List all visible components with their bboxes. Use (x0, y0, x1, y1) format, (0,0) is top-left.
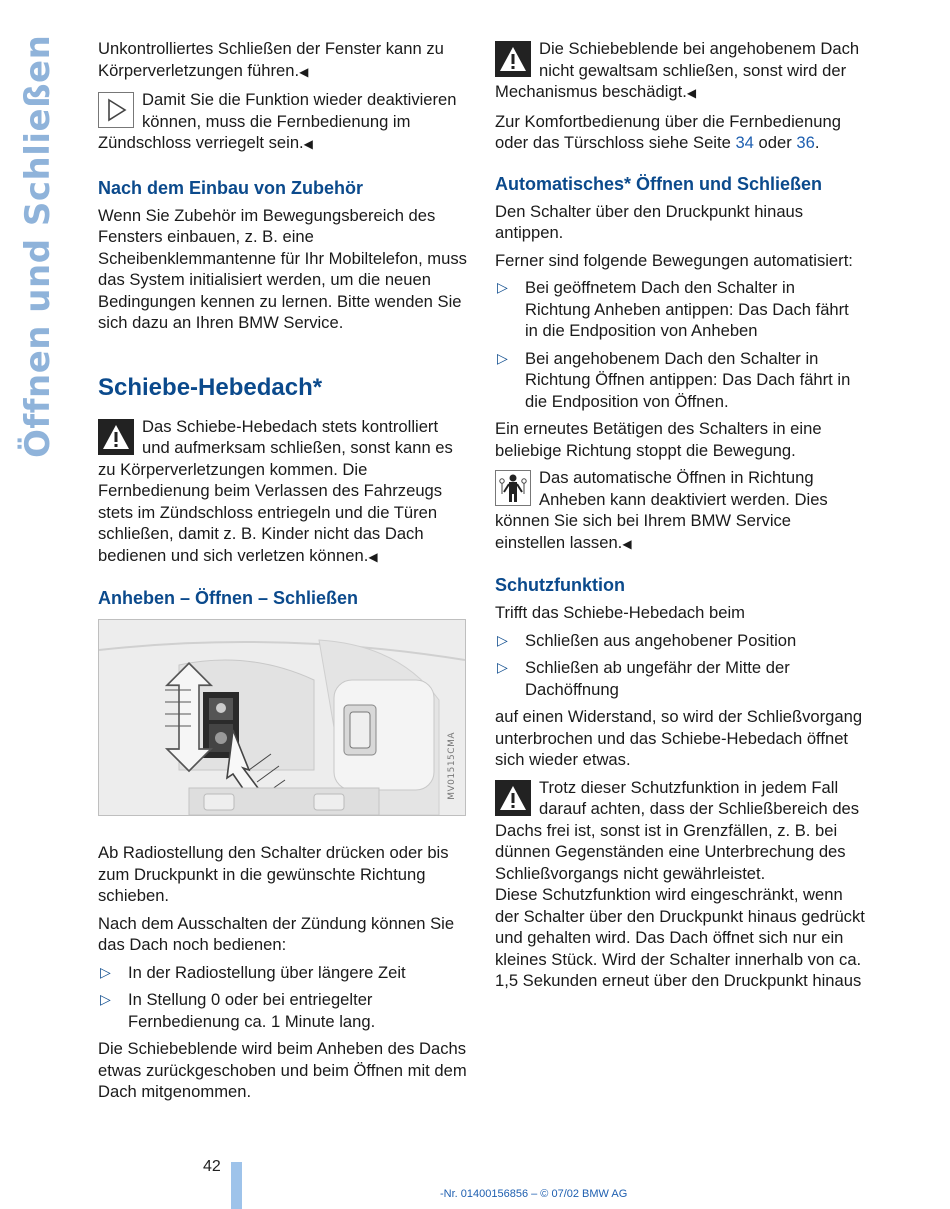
note-arrow-icon (98, 92, 134, 128)
service-people-icon (495, 470, 531, 506)
end-mark-icon: ◀ (303, 137, 313, 151)
paragraph: Zur Komfortbedienung über die Fernbedienung oder das Türschloss siehe Seite 34 oder 36. (495, 111, 841, 152)
list-item: ▷ Schließen ab ungefähr der Mitte der Dachöffnung (497, 658, 790, 699)
paragraph: Ferner sind folgende Bewegungen automatisiert: (495, 250, 853, 270)
warning-triangle-icon (495, 41, 531, 77)
note-paragraph: Damit Sie die Funktion wieder deaktivieren können, muss die Fernbedienung im Zündschloss verriegelt sein.◀ (98, 90, 457, 152)
bullet-list (495, 277, 865, 412)
service-note-paragraph: Das automatische Öffnen in Richtung Anheben kann deaktiviert werden. Dies können Sie sich bei Ihrem BMW Service einstellen lassen.◀ (495, 468, 828, 552)
end-mark-icon: ◀ (686, 86, 697, 100)
paragraph: Wenn Sie Zubehör im Bewegungsbereich des Fensters einbauen, z. B. eine Scheibenklemmantenne für Ihr Mobiltelefon, muss das System initialisiert werden, um die neuen Bedingungen kennen zu lernen. Bitte wenden Sie sich dazu an Ihren BMW Service. (98, 205, 467, 332)
page-number: 42 (203, 1158, 221, 1175)
paragraph: auf einen Widerstand, so wird der Schließvorgang unterbrochen und das Schiebe-Hebedach öffnet sich wieder etwas. (495, 707, 863, 769)
bullet-triangle-icon: ▷ (497, 631, 508, 648)
paragraph: Ab Radiostellung den Schalter drücken oder bis zum Druckpunkt in die gewünschte Richtung schieben. (98, 843, 449, 905)
right-column (495, 38, 865, 998)
end-mark-icon: ◀ (622, 536, 632, 551)
list-item: ▷ Bei angehobenem Dach den Schalter in Richtung Öffnen antippen: Das Dach fährt in die Endposition von Öffnen. (497, 348, 851, 411)
bullet-triangle-icon: ▷ (100, 991, 111, 1007)
paragraph: Diese Schutzfunktion wird eingeschränkt, wenn der Schalter über den Druckpunkt hinaus gedrückt und gehalten wird. Das Dach öffnet sich nur ein kleines Stück. Wird der Schalter innerhalb von ca. 1,5 Sekunden erneut über den Druckpunkt hinaus (495, 885, 865, 990)
left-column (98, 38, 468, 1109)
side-title: Öffnen und Schließen (18, 34, 58, 458)
figure-code: MV01515CMA (446, 732, 457, 800)
list-item: ▷ In Stellung 0 oder bei entriegelter Fernbedienung ca. 1 Minute lang. (100, 990, 376, 1031)
end-mark-icon: ◀ (368, 549, 378, 564)
sunroof-switch-illustration (99, 620, 465, 815)
page-reference-link[interactable]: 34 (735, 133, 754, 152)
list-item: ▷ Schließen aus angehobener Position (497, 630, 797, 650)
bullet-list (98, 962, 468, 1033)
bullet-list (495, 630, 865, 701)
paragraph: Nach dem Ausschalten der Zündung können Sie das Dach noch bedienen: (98, 913, 455, 954)
section-heading: Anheben – Öffnen – Schließen (98, 588, 359, 608)
sunroof-switch-figure (98, 619, 466, 816)
bullet-triangle-icon: ▷ (497, 349, 508, 366)
page-reference-link[interactable]: 36 (796, 133, 815, 152)
bullet-triangle-icon: ▷ (497, 659, 508, 675)
page-marker-bar (231, 1162, 242, 1209)
paragraph: Ein erneutes Betätigen des Schalters in eine beliebige Richtung stoppt die Bewegung. (495, 419, 822, 460)
footer-copyright: -Nr. 01400156856 – © 07/02 BMW AG (440, 1188, 628, 1200)
warning-triangle-icon (98, 419, 134, 455)
paragraph: Den Schalter über den Druckpunkt hinaus antippen. (495, 201, 804, 242)
chapter-heading: Schiebe-Hebedach* (98, 373, 323, 401)
warning-paragraph: Das Schiebe-Hebedach stets kontrolliert und aufmerksam schließen, sonst kann es zu Körperverletzungen kommen. Die Fernbedienung beim Verlassen des Fahrzeugs stets im Zündschloss entriegeln und die Türen schließen, damit z. B. Kinder nicht das Dach bedienen und sich verletzen können.◀ (98, 416, 453, 565)
list-item: ▷ In der Radiostellung über längere Zeit (100, 962, 406, 982)
section-heading: Nach dem Einbau von Zubehör (98, 177, 364, 198)
warning-triangle-icon (495, 780, 531, 816)
end-mark-icon: ◀ (299, 64, 309, 79)
warning-paragraph: Die Schiebeblende bei angehobenem Dach nicht gewaltsam schließen, sonst wird der Mechanismus beschädigt.◀ (495, 39, 860, 101)
list-item: ▷ Bei geöffnetem Dach den Schalter in Richtung Anheben antippen: Das Dach fährt in die Endposition von Anheben (497, 278, 849, 340)
paragraph: Unkontrolliertes Schließen der Fenster kann zu Körperverletzungen führen.◀ (98, 39, 444, 80)
warning-paragraph: Trotz dieser Schutzfunktion in jedem Fall darauf achten, dass der Schließbereich des Dachs frei ist, sonst ist in Grenzfällen, z. B. bei dünnen Gegenständen eine Unterbrechung des Schließvorgangs nicht gewährleistet. (495, 777, 860, 883)
section-heading: Automatisches* Öffnen und Schließen (495, 173, 823, 194)
paragraph: Die Schiebeblende wird beim Anheben des Dachs etwas zurückgeschoben und beim Öffnen mit dem Dach mitgenommen. (98, 1039, 467, 1101)
bullet-triangle-icon: ▷ (497, 279, 508, 295)
section-heading: Schutzfunktion (495, 575, 625, 595)
paragraph: Trifft das Schiebe-Hebedach beim (495, 603, 745, 622)
bullet-triangle-icon: ▷ (100, 963, 111, 980)
